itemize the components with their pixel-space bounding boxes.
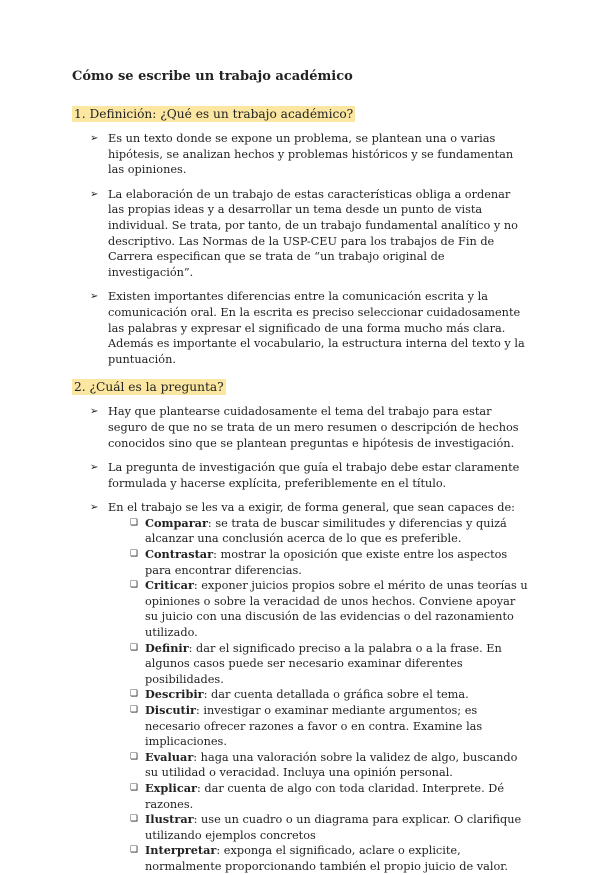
checkbox-icon: ❏ bbox=[130, 517, 139, 528]
checkbox-icon: ❏ bbox=[130, 814, 139, 825]
section-definition bbox=[72, 103, 530, 367]
checkbox-icon: ❏ bbox=[130, 705, 139, 715]
checkbox-icon: ❏ bbox=[130, 642, 139, 653]
list-item: ➢ Existen importantes diferencias entre la comunicación escrita y la comunicación oral. En la escrita es preciso seleccionar cuidadosamente las palabras y expresar el significado de una forma mucho más clara. Además es importante el vocabulario, la estructura interna del texto y la puntuación. bbox=[90, 290, 525, 366]
list-item: ❏ Describir: dar cuenta detallada o gráfica sobre el tema. bbox=[130, 687, 469, 702]
list-item: ❏ Interpretar: exponga el significado, aclare o explicite, normalmente proporcionando también el propio juicio de valor. bbox=[130, 843, 509, 873]
checkbox-icon: ❏ bbox=[130, 689, 139, 700]
list-item: ❏ Comparar: se trata de buscar similitudes y diferencias y quizá alcanzar una conclusión acerca de lo que es preferible. bbox=[130, 515, 507, 546]
arrow-icon: ➢ bbox=[90, 188, 99, 200]
list-item: ❏ Ilustrar: use un cuadro o un diagrama para explicar. O clarifique utilizando ejemplos concretos bbox=[130, 812, 522, 842]
section-heading: 1. Definición: ¿Qué es un trabajo académico? bbox=[74, 107, 354, 121]
list-item: ➢ Hay que plantearse cuidadosamente el tema del trabajo para estar seguro de que no se trata de un mero resumen o descripción de hechos conocidos sino que se plantean preguntas e hipótesis de investigación. bbox=[90, 405, 519, 450]
arrow-icon: ➢ bbox=[90, 502, 99, 514]
list-item: ❏ Definir: dar el significado preciso a la palabra o a la frase. En algunos casos puede ser necesario examinar diferentes posibilidades. bbox=[130, 640, 502, 686]
arrow-icon: ➢ bbox=[90, 133, 99, 144]
list-item: ❏ Discutir: investigar o examinar mediante argumentos; es necesario ofrecer razones a favor o en contra. Examine las implicaciones. bbox=[130, 703, 483, 749]
checkbox-icon: ❏ bbox=[130, 580, 139, 591]
section-question bbox=[72, 376, 530, 874]
checkbox-icon: ❏ bbox=[130, 549, 139, 560]
list-item: ❏ Evaluar: haga una valoración sobre la validez de algo, buscando su utilidad o veracidad. Incluya una opinión personal. bbox=[130, 749, 518, 780]
checkbox-icon: ❏ bbox=[130, 782, 139, 793]
list-item: ➢ En el trabajo se les va a exigir, de forma general, que sean capaces de: bbox=[90, 501, 515, 515]
section-heading: 2. ¿Cuál es la pregunta? bbox=[74, 380, 224, 395]
checkbox-icon: ❏ bbox=[130, 751, 139, 762]
arrow-icon: ➢ bbox=[90, 291, 99, 303]
list-item: ➢ La pregunta de investigación que guía el trabajo debe estar claramente formulada y hacerse explícita, preferiblemente en el título. bbox=[90, 461, 520, 490]
arrow-icon: ➢ bbox=[90, 406, 99, 418]
list-item: ➢ Es un texto donde se expone un problema, se plantean una o varias hipótesis, se analizan hechos y problemas históricos y se fundamentan las opiniones. bbox=[90, 132, 514, 177]
list-item: ❏ Explicar: dar cuenta de algo con toda claridad. Interprete. Dé razones. bbox=[130, 780, 505, 811]
list-item: ➢ La elaboración de un trabajo de estas características obliga a ordenar las propias ideas y a desarrollar un tema desde un punto de vista individual. Se trata, por tanto, de un trabajo fundamental analítico y no descriptivo. Las Normas de la USP-CEU para los trabajos de Fin de Carrera especifican que se trata de “un trabajo original de investigación”. bbox=[90, 187, 518, 279]
document-title: Cómo se escribe un trabajo académico bbox=[72, 69, 353, 84]
arrow-icon: ➢ bbox=[90, 462, 99, 474]
list-item: ❏ Contrastar: mostrar la oposición que existe entre los aspectos para encontrar diferencias. bbox=[130, 547, 508, 577]
list-item: ❏ Criticar: exponer juicios propios sobre el mérito de unas teorías u opiniones o sobre la veracidad de unos hechos. Conviene apoyar su juicio con una discusión de las evidencias o del razonamiento utilizado. bbox=[130, 578, 528, 640]
skills-list bbox=[72, 516, 530, 875]
checkbox-icon: ❏ bbox=[130, 845, 139, 856]
